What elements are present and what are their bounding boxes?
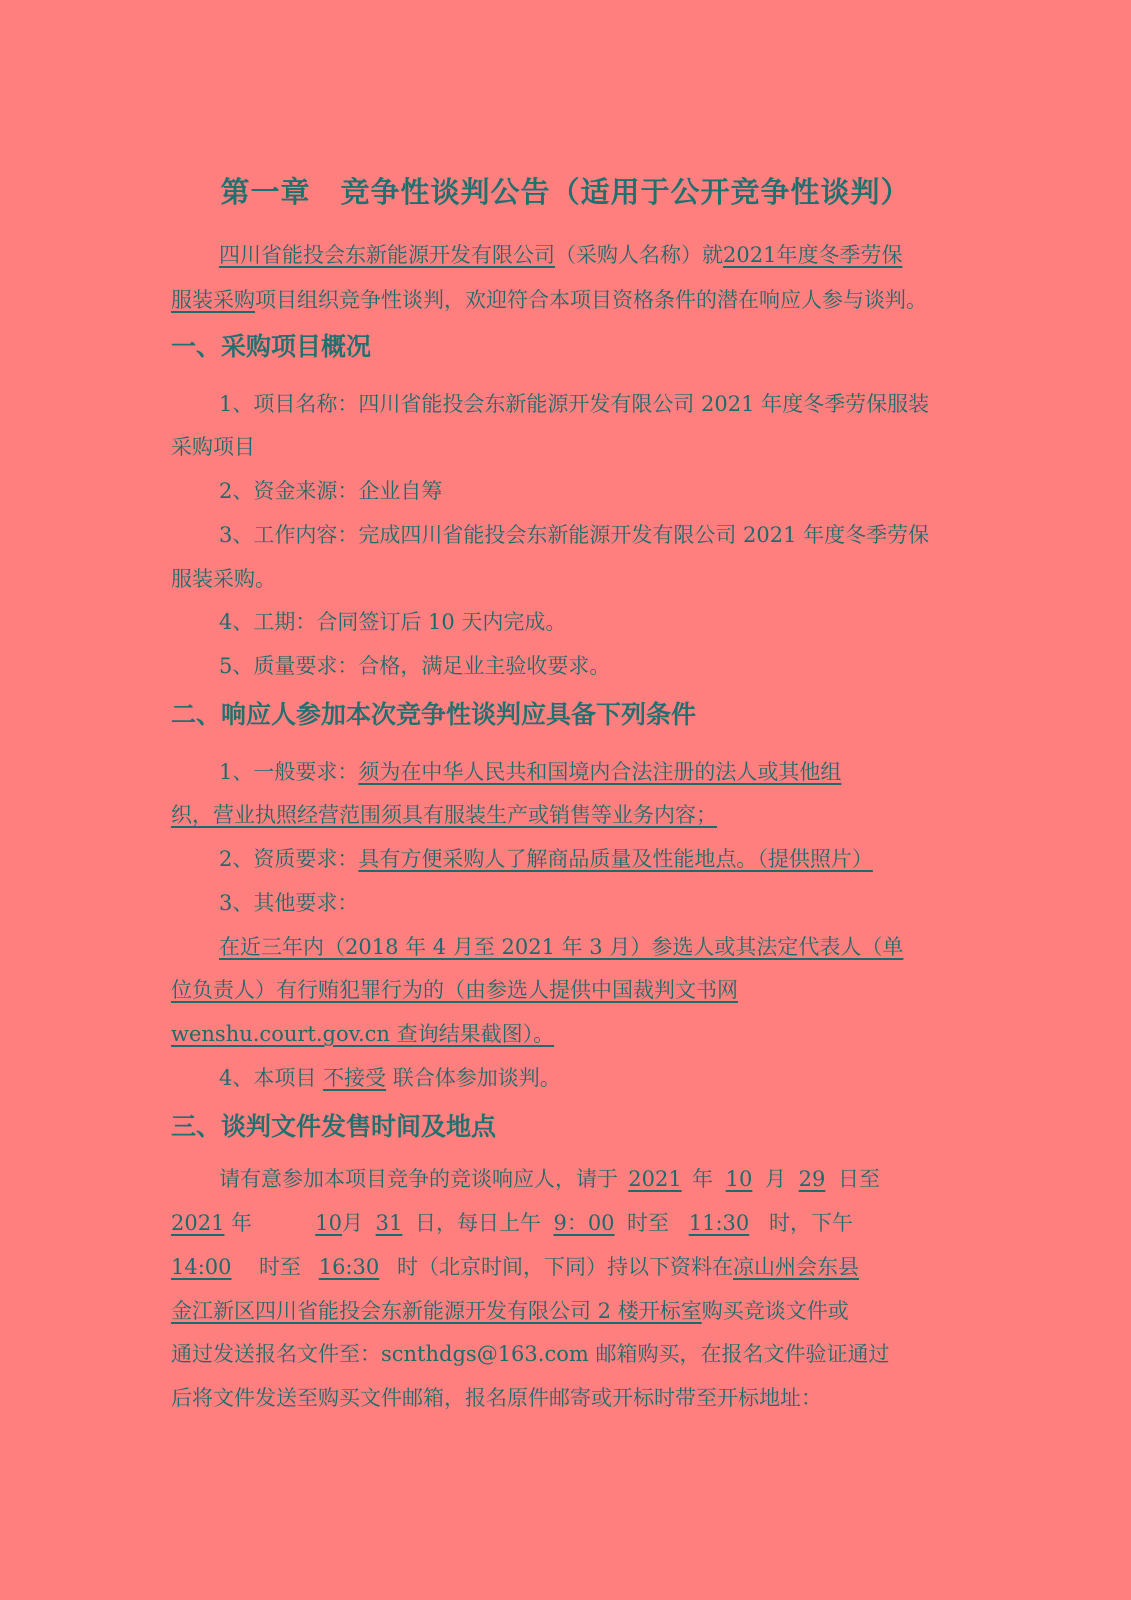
sale-line-3: 14:00 时至 16:30 时（北京时间，下同）持以下资料在凉山州会东县 xyxy=(171,1255,859,1279)
sale-location: 金江新区四川省能投会东新能源开发有限公司 2 楼开标室 xyxy=(171,1299,702,1323)
req-other-cont: 位负责人）有行贿犯罪行为的（由参选人提供中国裁判文书网 xyxy=(171,978,738,1002)
item-fund-source: 2、资金来源：企业自筹 xyxy=(219,479,443,503)
req-consortium: 4、本项目 不接受 联合体参加谈判。 xyxy=(219,1066,561,1090)
intro-line-2: 服装采购项目组织竞争性谈判，欢迎符合本项目资格条件的潜在响应人参与谈判。 xyxy=(171,288,927,312)
sale-location: 凉山州会东县 xyxy=(733,1255,859,1279)
req-qualification: 2、资质要求：具有方便采购人了解商品质量及性能地点。（提供照片） xyxy=(219,847,873,871)
item-work-content-cont: 服装采购。 xyxy=(171,567,276,591)
intro-line-1: 四川省能投会东新能源开发有限公司（采购人名称）就2021年度冬季劳保 xyxy=(219,243,903,267)
req-general-cont: 织，营业执照经营范围须具有服装生产或销售等业务内容； xyxy=(171,803,717,827)
req-other-label: 3、其他要求： xyxy=(219,891,359,915)
section-heading: 二、响应人参加本次竞争性谈判应具备下列条件 xyxy=(171,700,697,729)
req-general: 1、一般要求：须为在中华人民共和国境内合法注册的法人或其他组 xyxy=(219,760,842,784)
item-quality: 5、质量要求：合格，满足业主验收要求。 xyxy=(219,654,611,678)
section-heading: 三、谈判文件发售时间及地点 xyxy=(171,1112,497,1141)
sale-line-2: 2021 年 10月 31 日，每日上午 9：00 时至 11:30 时，下午 xyxy=(171,1211,853,1235)
sale-line-4: 金江新区四川省能投会东新能源开发有限公司 2 楼开标室购买竞谈文件或 xyxy=(171,1299,849,1323)
req-other-cont: wenshu.court.gov.cn 查询结果截图）。 xyxy=(171,1022,555,1046)
project-name-part: 服装采购 xyxy=(171,288,255,312)
item-project-name: 1、项目名称：四川省能投会东新能源开发有限公司 2021 年度冬季劳保服装 xyxy=(219,392,930,416)
chapter-number: 第一章 xyxy=(220,175,311,209)
sale-line-1: 请有意参加本项目竞争的竞谈响应人，请于 2021 年 10 月 29 日至 xyxy=(219,1167,880,1191)
sale-line-6: 后将文件发送至购买文件邮箱，报名原件邮寄或开标时带至开标地址： xyxy=(171,1386,822,1410)
purchaser-name: 四川省能投会东新能源开发有限公司 xyxy=(219,243,555,267)
item-project-name-cont: 采购项目 xyxy=(171,435,255,459)
chapter-title xyxy=(0,170,1131,211)
sale-line-5: 通过发送报名文件至：scnthdgs@163.com 邮箱购买，在报名文件验证通过 xyxy=(171,1342,890,1366)
req-other: 在近三年内（2018 年 4 月至 2021 年 3 月）参选人或其法定代表人（单 xyxy=(219,935,904,959)
item-work-content: 3、工作内容：完成四川省能投会东新能源开发有限公司 2021 年度冬季劳保 xyxy=(219,523,930,547)
project-name-part: 2021年度冬季劳保 xyxy=(723,243,903,267)
item-duration: 4、工期：合同签订后 10 天内完成。 xyxy=(219,610,567,634)
chapter-name: 竞争性谈判公告（适用于公开竞争性谈判） xyxy=(340,175,911,209)
section-heading: 一、采购项目概况 xyxy=(171,332,372,361)
